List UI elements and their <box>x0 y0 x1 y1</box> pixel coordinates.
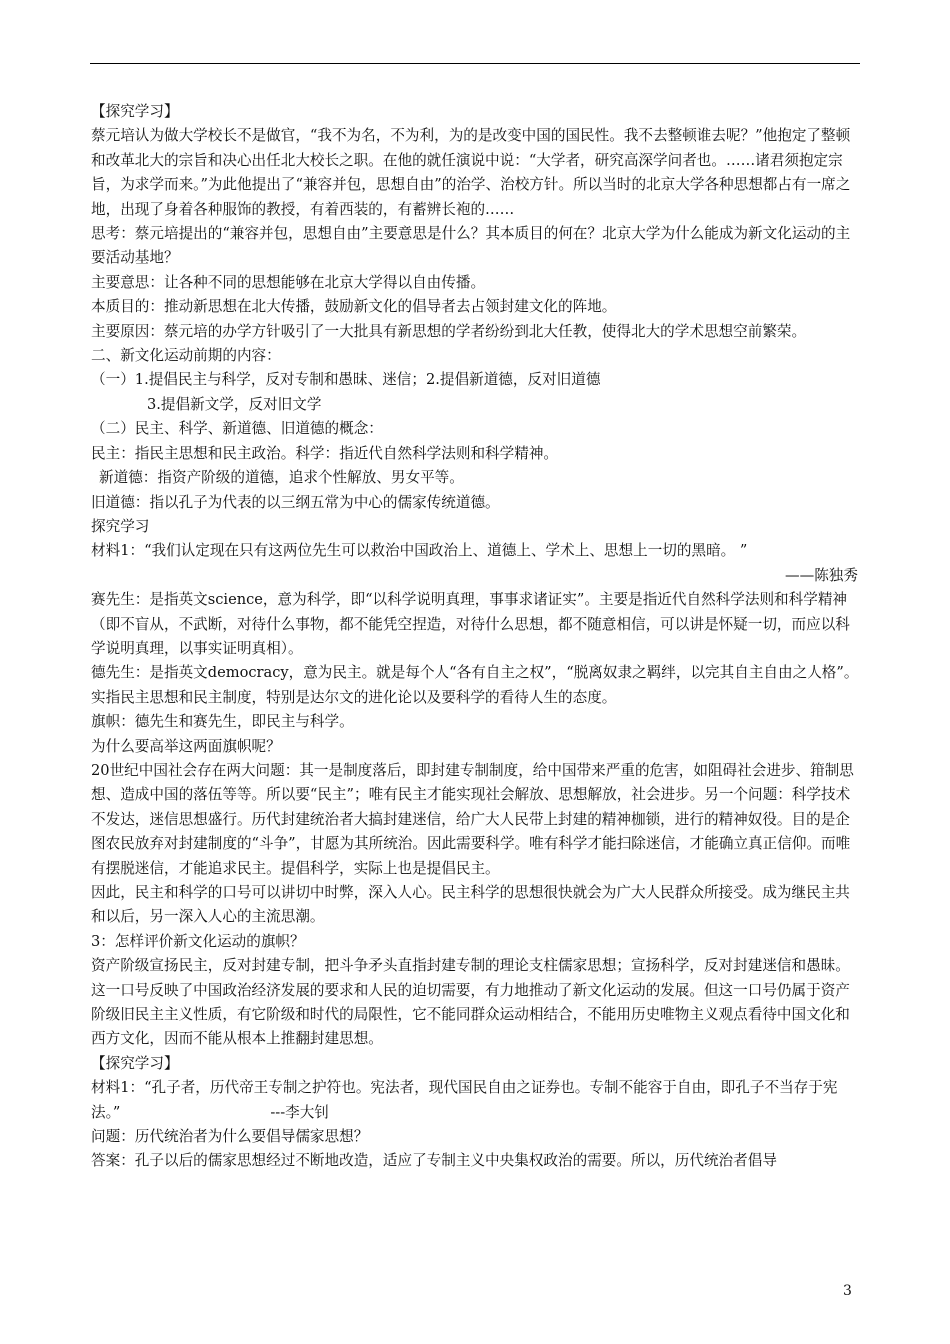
definition: 旧道德：指以孔子为代表的以三纲五常为中心的儒家传统道德。 <box>91 493 500 511</box>
paragraph: 资产阶级宣扬民主，反对封建专制，把斗争矛头直指封建专制的理论支柱儒家思想；宣扬科学，反对封建迷信和愚昧。这一口号反映了中国政治经济发展的要求和人民的迫切需要，有力地推动了新文化运动的发展。但这一口号仍属于资产阶级旧民主主义性质，有它阶级和时代的局限性，它不能同群众运动相结合，不能用历史唯物主义观点看待中国文化和西方文化，因而不能从根本上推翻封建思想。 <box>91 957 850 1048</box>
paragraph: 赛先生：是指英文science，意为科学，即“以科学说明真理，事事求诸证实”。主要是指近代自然科学法则和科学精神（即不盲从，不武断，对待什么事物，都不能凭空捏造，对待什么思想，都不随意相信，可以讲是怀疑一切，而应以科学说明真理，以事实证明真相）。 <box>91 591 850 657</box>
header-rule <box>90 63 860 64</box>
paragraph: 20世纪中国社会存在两大问题：其一是制度落后，即封建专制制度，给中国带来严重的危害，如阻碍社会进步、箝制思想、造成中国的落伍等等。所以要“民主”；唯有民主才能实现社会解放、思想解放，社会进步。另一个问题：科学技术不发达，迷信思想盛行。历代封建统治者大搞封建迷信，给广大人民带上封建的精神枷锁，进行的精神奴役。目的是企图农民放弃对封建制度的“斗争”，甘愿为其所统治。因此需要科学。唯有科学才能扫除迷信，才能确立真正信仰。而唯有摆脱迷信，才能追求民主。提倡科学，实际上也是提倡民主。 <box>91 761 854 877</box>
material-quote-text: 材料1：“孔子者，历代帝王专制之护符也。宪法者，现代国民自由之证券也。专制不能容于自由，即孔子不当存于宪法。” <box>91 1079 838 1121</box>
section-heading: 探究学习 <box>91 517 150 535</box>
answer-main-meaning: 主要意思：让各种不同的思想能够在北京大学得以自由传播。 <box>91 273 486 291</box>
answer-purpose: 本质目的：推动新思想在北大传播，鼓励新文化的倡导者去占领封建文化的阵地。 <box>91 298 617 316</box>
material-quote <box>91 1076 860 1125</box>
definition: 新道德：指资产阶级的道德，追求个性解放、男女平等。 <box>99 469 464 487</box>
paragraph: 因此，民主和科学的口号可以讲切中时弊，深入人心。民主科学的思想很快就会为广大人民群众所接受。成为继民主共和以后，另一深入人心的主流思潮。 <box>91 884 850 926</box>
definition: 民主：指民主思想和民主政治。科学：指近代自然科学法则和科学精神。 <box>91 444 559 462</box>
question: 为什么要高举这两面旗帜呢？ <box>91 737 281 755</box>
document-body <box>91 100 860 1174</box>
list-heading: （二）民主、科学、新道德、旧道德的概念： <box>91 420 383 438</box>
paragraph: 蔡元培认为做大学校长不是做官，“我不为名，不为利，为的是改变中国的国民性。我不去整顿谁去呢？”他抱定了整顿和改革北大的宗旨和决心出任北大校长之职。在他的就任演说中说：“大学者，研究高深学问者也。……诸君须抱定宗旨，为求学而来。”为此他提出了“兼容并包，思想自由”的治学、治校方针。所以当时的北京大学各种思想都占有一席之地，出现了身着各种服饰的教授，有着西装的，有蓄辨长袍的…… <box>91 127 851 218</box>
paragraph: 旗帜：德先生和赛先生，即民主与科学。 <box>91 713 354 731</box>
paragraph: 德先生：是指英文democracy，意为民主。就是每个人“各有自主之权”，“脱离奴隶之羁绊，以完其自主自由之人格”。实指民主思想和民主制度，特别是达尔文的进化论以及要科学的看待人生的态度。 <box>91 664 859 706</box>
question: 问题：历代统治者为什么要倡导儒家思想？ <box>91 1128 369 1146</box>
list-item: 3.提倡新文学，反对旧文学 <box>147 395 322 413</box>
material-quote: 材料1：“我们认定现在只有这两位先生可以救治中国政治上、道德上、学术上、思想上一切的黑暗。 ” <box>91 542 748 560</box>
question: 思考：蔡元培提出的“兼容并包，思想自由”主要意思是什么？其本质目的何在？北京大学为什么能成为新文化运动的主要活动基地？ <box>91 225 851 267</box>
page-number: 3 <box>843 1283 852 1299</box>
quote-attribution: ——陈独秀 <box>785 566 858 584</box>
answer-reason: 主要原因：蔡元培的办学方针吸引了一大批具有新思想的学者纷纷到北大任教，使得北大的学术思想空前繁荣。 <box>91 322 807 340</box>
answer: 答案：孔子以后的儒家思想经过不断地改造，适应了专制主义中央集权政治的需要。所以，历代统治者倡导 <box>91 1152 777 1170</box>
section-heading: 【探究学习】 <box>91 1054 179 1072</box>
list-item: （一）1.提倡民主与科学，反对专制和愚昧、迷信；2.提倡新道德，反对旧道德 <box>91 371 601 389</box>
question: 3：怎样评价新文化运动的旗帜？ <box>91 932 305 950</box>
section-heading: 【探究学习】 <box>91 103 179 120</box>
section-heading: 二、新文化运动前期的内容： <box>91 347 281 365</box>
quote-attribution: ---李大钊 <box>270 1103 329 1121</box>
